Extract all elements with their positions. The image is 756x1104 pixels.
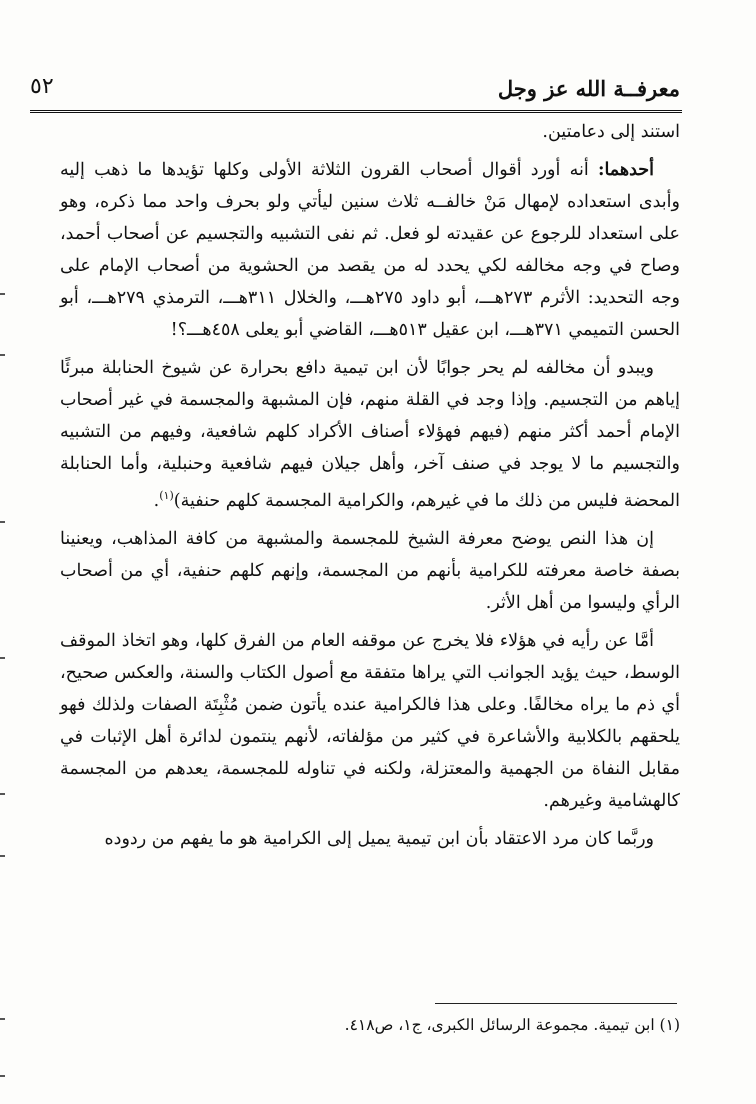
paragraph-1 bbox=[60, 154, 680, 346]
main-text bbox=[60, 116, 680, 861]
paragraph-4-text: أمَّا عن رأيه في هؤلاء فلا يخرج عن موقفه العام من الفرق كلها، وهو اتخاذ الموقف الوسط، حيث يؤيد الجوانب التي يراها متفقة مع أصول الكتاب والسنة، والعكس صحيح، أي ذم ما يراه مخالفًا. وعلى هذا فالكرامية عنده يأتون ضمن مُثْبِتَة الصفات ولذلك فهو يلحقهم بالكلابية والأشاعرة في كثير من مؤلفاته، لأنهم ينتمون لدائرة أهل الإثبات في مقابل النفاة من الجهمية والمعتزلة، ولكنه في تناوله للمجسمة، يعدهم من المجسمة كالهشامية وغيرهم. bbox=[60, 630, 680, 811]
paragraph-intro-text: استند إلى دعامتين. bbox=[542, 122, 680, 142]
margin-mark bbox=[0, 1075, 5, 1077]
margin-mark bbox=[0, 293, 5, 295]
paragraph-2 bbox=[60, 352, 680, 517]
paragraph-3-text: إن هذا النص يوضح معرفة الشيخ للمجسمة والمشبهة من كافة المذاهب، ويعنينا بصفة خاصة معرفته للكرامية بأنهم من المجسمة، وإنهم كلهم حنفية، أي من أصحاب الرأي وليسوا من أهل الأثر. bbox=[60, 528, 680, 613]
paragraph-2-text: ويبدو أن مخالفه لم يحر جوابًا لأن ابن تيمية دافع بحرارة عن شيوخ الحنابلة مبرئًا إياهم من التجسيم. وإذا وجد في القلة منهم، فإن المشبهة والمجسمة في غير أصحاب الإمام أحمد أكثر منهم (فيهم فهؤلاء أصناف الأكراد كلهم شافعية، وفيهم من التشبيه والتجسيم ما لا يوجد في صنف آخر، وأهل جيلان فيهم شافعية وحنبلية، وأما الحنابلة المحضة فليس من ذلك ما في غيرهم، والكرامية المجسمة كلهم حنفية) bbox=[60, 358, 680, 511]
footnote bbox=[60, 1012, 680, 1038]
running-title: معرفــة الله عز وجل bbox=[497, 76, 680, 101]
paragraph-5-text: وربَّما كان مرد الاعتقاد بأن ابن تيمية يميل إلى الكرامية هو ما يفهم من ردوده bbox=[104, 828, 654, 849]
margin-mark bbox=[0, 793, 5, 795]
paragraph-2-end: . bbox=[153, 490, 160, 511]
header-rule bbox=[30, 110, 682, 113]
paragraph-4 bbox=[60, 625, 680, 817]
footnote-text: (١) ابن تيمية. مجموعة الرسائل الكبرى، ج١، ص٤١٨. bbox=[344, 1016, 680, 1034]
margin-mark bbox=[0, 855, 5, 857]
footnote-ref[interactable]: (١) bbox=[159, 489, 174, 502]
page-number: ٥٢ bbox=[30, 74, 54, 99]
running-header bbox=[30, 72, 680, 108]
margin-mark bbox=[0, 354, 5, 356]
paragraph-3 bbox=[60, 523, 680, 619]
paragraph-1-lead: أحدهما: bbox=[597, 160, 654, 180]
margin-mark bbox=[0, 657, 5, 659]
paragraph-5 bbox=[60, 823, 680, 855]
paragraph-1-text: أنه أورد أقوال أصحاب القرون الثلاثة الأولى وكلها تؤيدها ما ذهب إليه وأبدى استعداده لإمهال مَنْ خالفــه ثلاث سنين ليأتي ولو بحرف واحد مما ذكره، وهو على استعداد للرجوع عن عقيدته لو فعل. ثم نفى التشبيه والتجسيم عن أصحاب أحمد، وصاح في وجه مخالفه لكي يحدد له من يقصد من الحشوية من أصحاب الإمام على وجه التحديد: الأثرم ٢٧٣هـــ، أبو داود ٢٧٥هـــ، والخلال ٣١١هـــ، الترمذي ٢٧٩هـــ، أبو الحسن التميمي ٣٧١هـــ، ابن عقيل ٥١٣هـــ، القاضي أبو يعلى ٤٥٨هـــ؟! bbox=[60, 160, 681, 340]
footnote-rule bbox=[435, 1003, 677, 1004]
margin-mark bbox=[0, 1018, 5, 1020]
margin-mark bbox=[0, 521, 5, 523]
paragraph-intro bbox=[60, 116, 680, 148]
